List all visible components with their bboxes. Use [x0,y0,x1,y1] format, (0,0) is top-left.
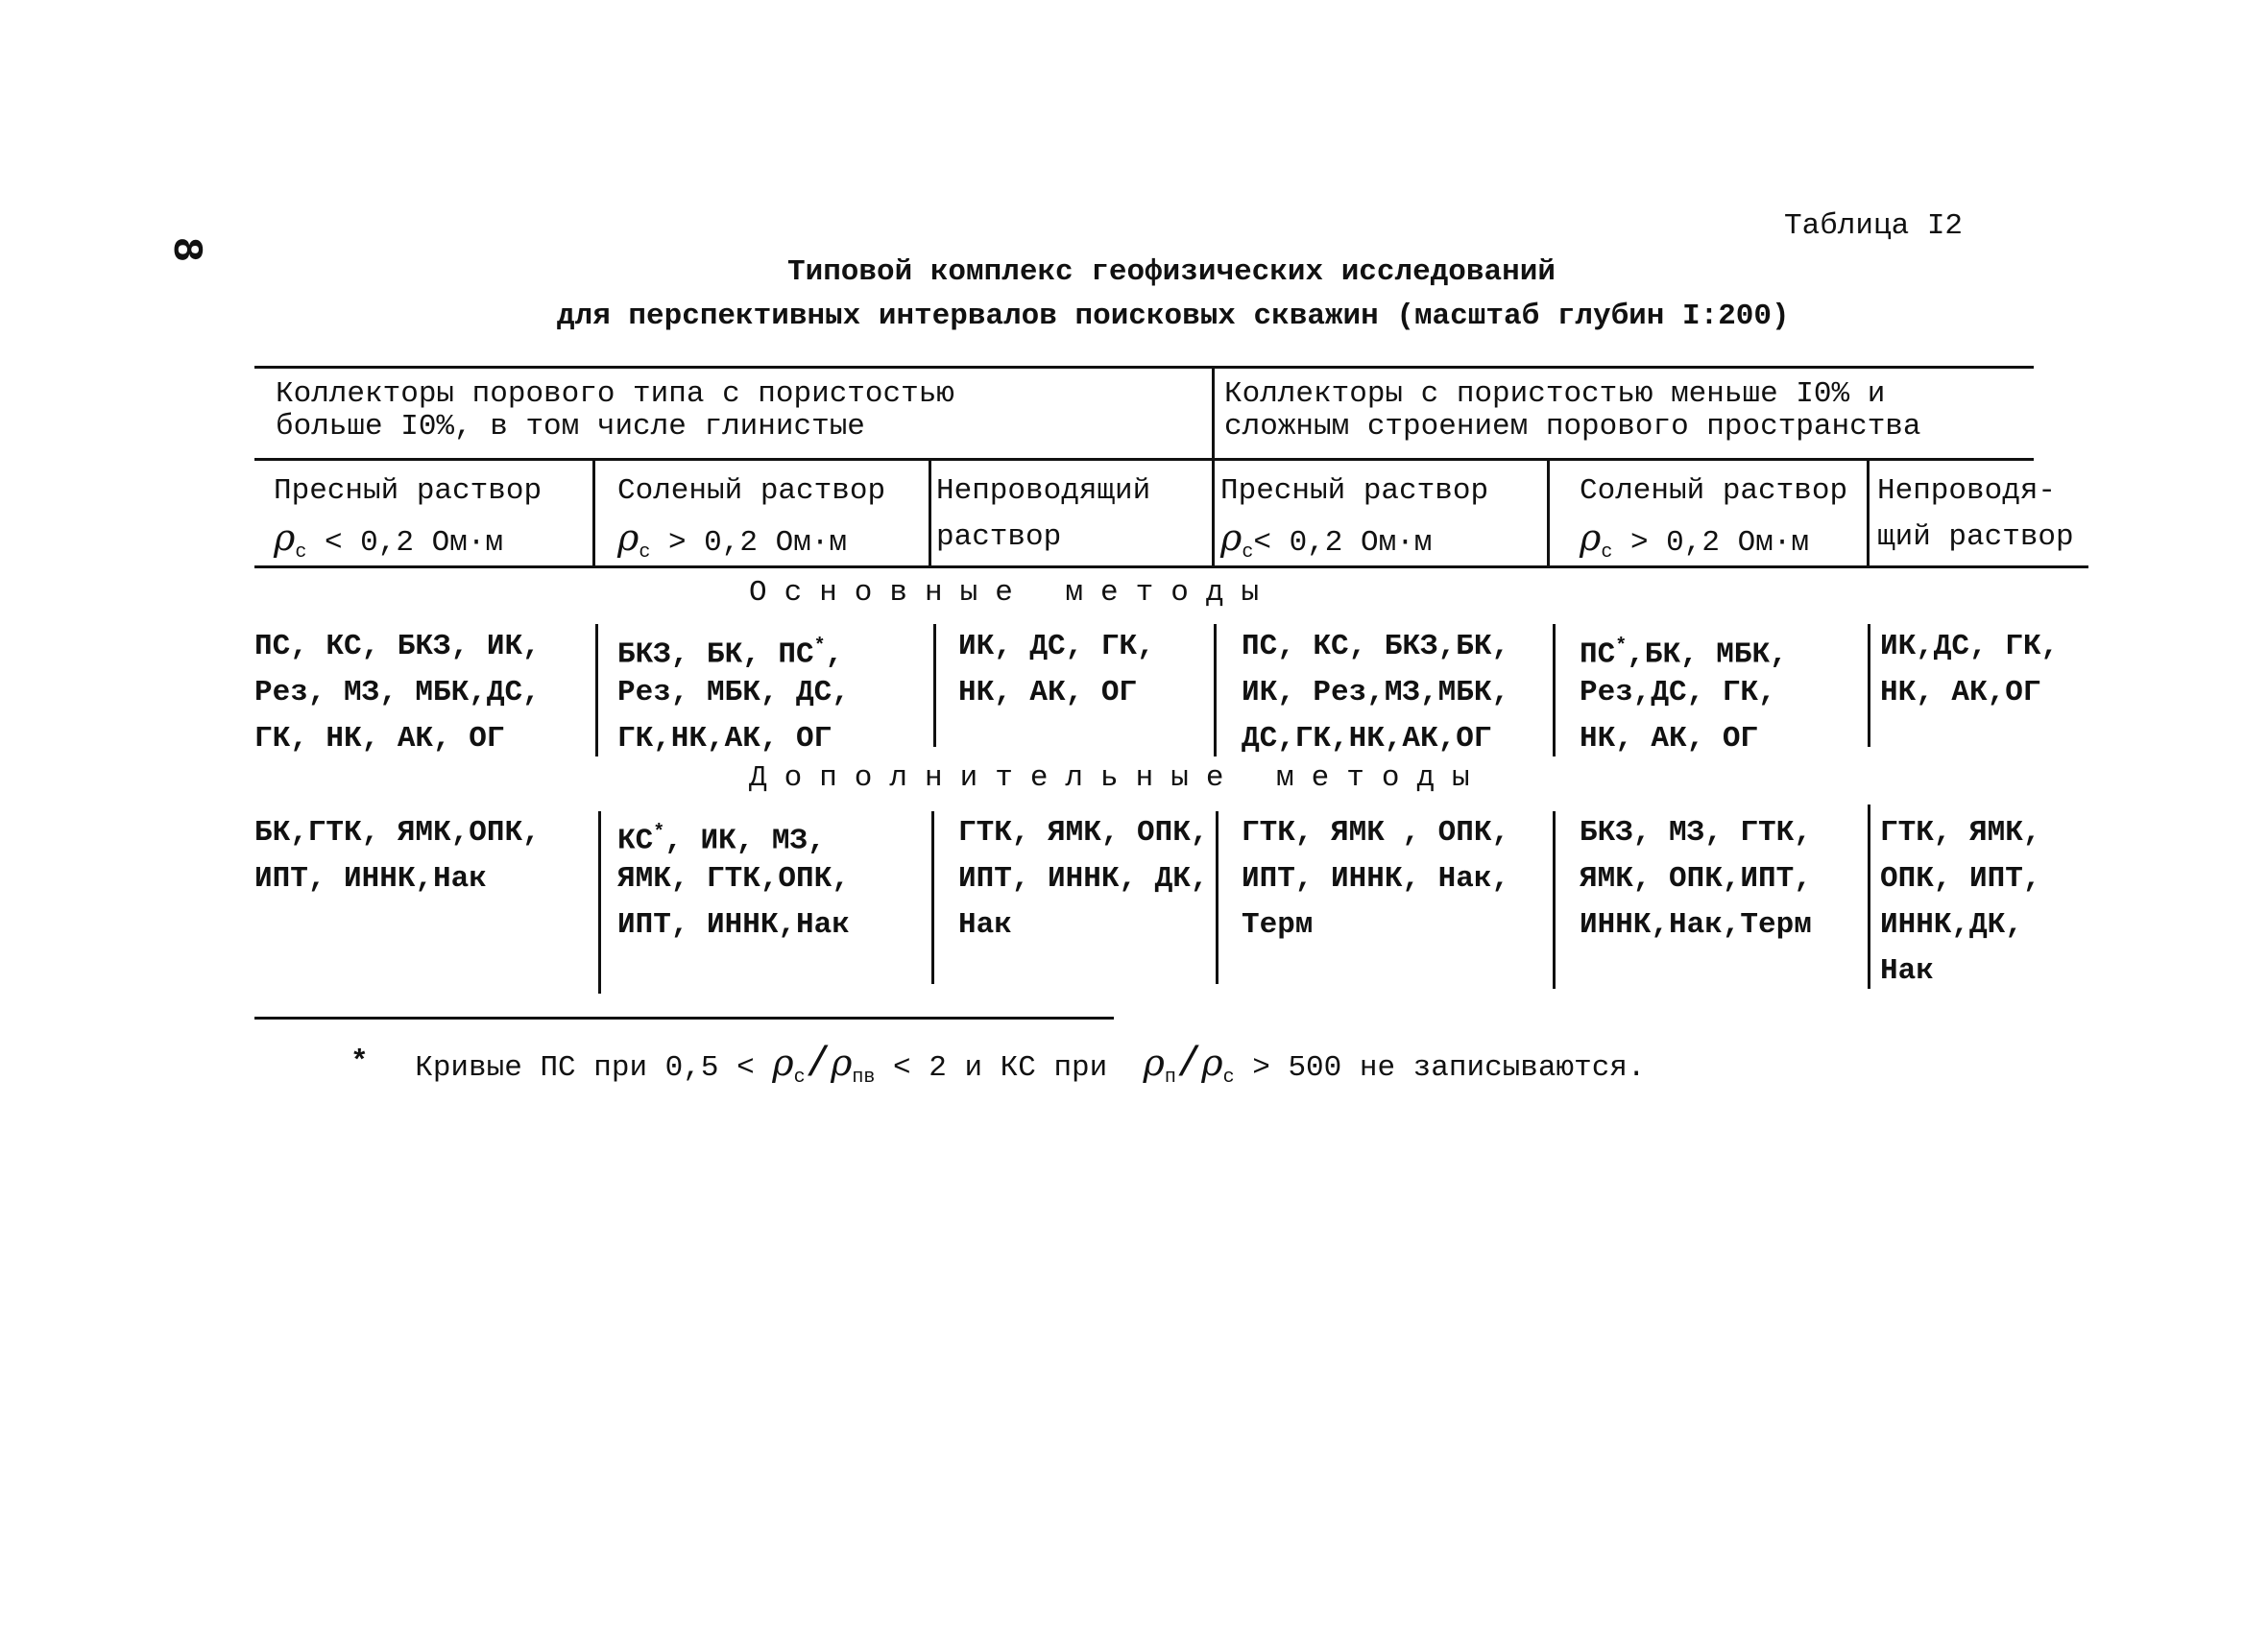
method-cell [1880,624,2059,716]
column-divider [1214,624,1217,756]
table-label: Таблица I2 [1784,209,1964,243]
section-title-main-methods: Основные методы [749,576,1277,610]
method-line: ИПТ, ИННК,Нак [617,908,850,942]
column-header-line: щий раствор [1877,520,2074,554]
method-cell [254,810,541,902]
rho-symbol: ρ [1580,516,1602,559]
group-divider [1212,367,1215,566]
method-line: ПС, КС, БКЗ,БК, [1242,630,1510,663]
method-line: Терм [1242,908,1314,942]
method-line: НК, АК, ОГ [1580,722,1759,756]
method-line: ИПТ, ИННК, Нак, [1242,862,1510,896]
column-header-line: < 0,2 Ом·м [1253,526,1433,560]
method-cell [617,810,850,949]
header-mid-rule [254,458,2034,461]
method-line: КС*, ИК, МЗ, [617,822,826,858]
method-line: ГТК, ЯМК , ОПК, [1242,816,1510,850]
rho-subscript: c [793,1067,806,1090]
table-title-line1: Типовой комплекс геофизических исследований [787,255,1556,289]
method-line: БКЗ, БК, ПС*, [617,636,844,672]
method-cell [254,624,541,762]
page-number: 8 [161,236,210,263]
method-line: Рез,ДС, ГК, [1580,676,1776,709]
group-header-line: Коллекторы порового типа с пористостью [276,377,954,411]
footnote-text: < 2 и КС при [893,1051,1108,1085]
fraction-slash: / [805,1041,832,1089]
column-header-fresh-1 [274,468,542,576]
column-header-line: раствор [936,520,1062,554]
rho-symbol: ρ [1201,1042,1223,1084]
column-header-nonconductive-1 [936,468,1150,561]
method-line: НК, АК,ОГ [1880,676,2041,709]
method-line: БК,ГТК, ЯМК,ОПК, [254,816,541,850]
column-header-line: Пресный раствор [274,474,543,508]
column-divider [592,459,595,566]
column-header-line: < 0,2 Ом·м [306,526,503,560]
column-header-salt-2 [1580,468,1847,576]
method-line: ИК, ДС, ГК, [958,630,1155,663]
table-bottom-rule [254,1017,1114,1020]
column-header-nonconductive-2 [1877,468,2074,561]
method-cell [958,810,1208,949]
method-line: ГК,НК,АК, ОГ [617,722,832,756]
method-line: ИК, Рез,МЗ,МБК, [1242,676,1510,709]
rho-subscript: c [1222,1067,1235,1090]
method-line: ИК,ДС, ГК, [1880,630,2060,663]
table-top-rule [254,366,2034,369]
method-line: ГК, НК, АК, ОГ [254,722,505,756]
rho-symbol: ρ [1143,1042,1165,1084]
method-cell [1580,624,1788,762]
column-header-salt-1 [617,468,885,576]
group-header-1 [276,378,954,444]
rho-symbol: ρ [1220,516,1243,559]
method-line: БКЗ, МЗ, ГТК, [1580,816,1812,850]
group-header-2 [1224,378,1921,444]
method-line: ЯМК, ОПК,ИПТ, [1580,862,1812,896]
rho-subscript: c [1601,541,1613,564]
column-divider [1867,459,1870,566]
column-divider [1553,624,1556,756]
column-divider [933,624,936,747]
column-divider [1216,811,1218,984]
rho-subscript: c [639,541,651,564]
rho-subscript: c [295,541,307,564]
method-line: ПС*,БК, МБК, [1580,636,1788,672]
method-line: ИПТ, ИННК, ДК, [958,862,1209,896]
method-line: ПС, КС, БКЗ, ИК, [254,630,541,663]
rho-subscript: c [1242,541,1254,564]
fraction-slash: / [1175,1041,1202,1089]
method-cell [1242,810,1509,949]
column-divider [931,811,934,984]
column-divider [929,459,931,566]
method-cell [1580,810,1812,949]
column-divider [598,811,601,994]
column-header-line: Непроводящий [936,474,1151,508]
footnote-text: Кривые ПС при 0,5 < [415,1051,755,1085]
column-header-line: Соленый раствор [617,474,886,508]
rho-symbol: ρ [772,1042,794,1084]
method-line: Рез, МБК, ДС, [617,676,850,709]
method-line: ГТК, ЯМК, [1880,816,2041,850]
column-header-line: Непроводя- [1877,474,2057,508]
rho-subscript: п [1164,1067,1176,1090]
column-divider [1868,624,1870,747]
footnote-text: > 500 не записываются. [1252,1051,1646,1085]
footnote [350,1039,1646,1102]
column-header-line: Соленый раствор [1580,474,1848,508]
column-header-line: > 0,2 Ом·м [1612,526,1809,560]
section-title-additional-methods: Дополнительные методы [749,761,1487,795]
table-title-line2: для перспективных интервалов поисковых скважин (масштаб глубин I:200) [557,300,1790,333]
method-line: Нак [1880,954,1934,988]
rho-symbol: ρ [274,516,296,559]
rho-symbol: ρ [831,1042,853,1084]
column-header-line: > 0,2 Ом·м [650,526,847,560]
method-line: Нак [958,908,1012,942]
method-cell [1880,810,2040,995]
method-line: ИПТ, ИННК,Нак [254,862,487,896]
method-cell [958,624,1155,716]
group-header-line: больше I0%, в том числе глинистые [276,410,865,444]
method-line: ДС,ГК,НК,АК,ОГ [1242,722,1492,756]
column-divider [1547,459,1550,566]
method-cell [617,624,850,762]
method-line: ИННК,Нак,Терм [1580,908,1812,942]
method-line: ГТК, ЯМК, ОПК, [958,816,1209,850]
column-divider [1868,804,1870,989]
method-line: НК, АК, ОГ [958,676,1138,709]
method-line: ОПК, ИПТ, [1880,862,2041,896]
rho-subscript: пв [852,1067,876,1090]
column-divider [1553,811,1556,989]
column-header-line: Пресный раствор [1220,474,1489,508]
group-header-line: Коллекторы с пористостью меньше I0% и [1224,377,1886,411]
column-divider [595,624,598,756]
footnote-mark: * [350,1045,369,1079]
column-header-fresh-2 [1220,468,1488,576]
method-line: ИННК,ДК, [1880,908,2023,942]
method-cell [1242,624,1509,762]
method-line: ЯМК, ГТК,ОПК, [617,862,850,896]
rho-symbol: ρ [617,516,639,559]
group-header-line: сложным строением порового пространства [1224,410,1921,444]
method-line: Рез, МЗ, МБК,ДС, [254,676,541,709]
